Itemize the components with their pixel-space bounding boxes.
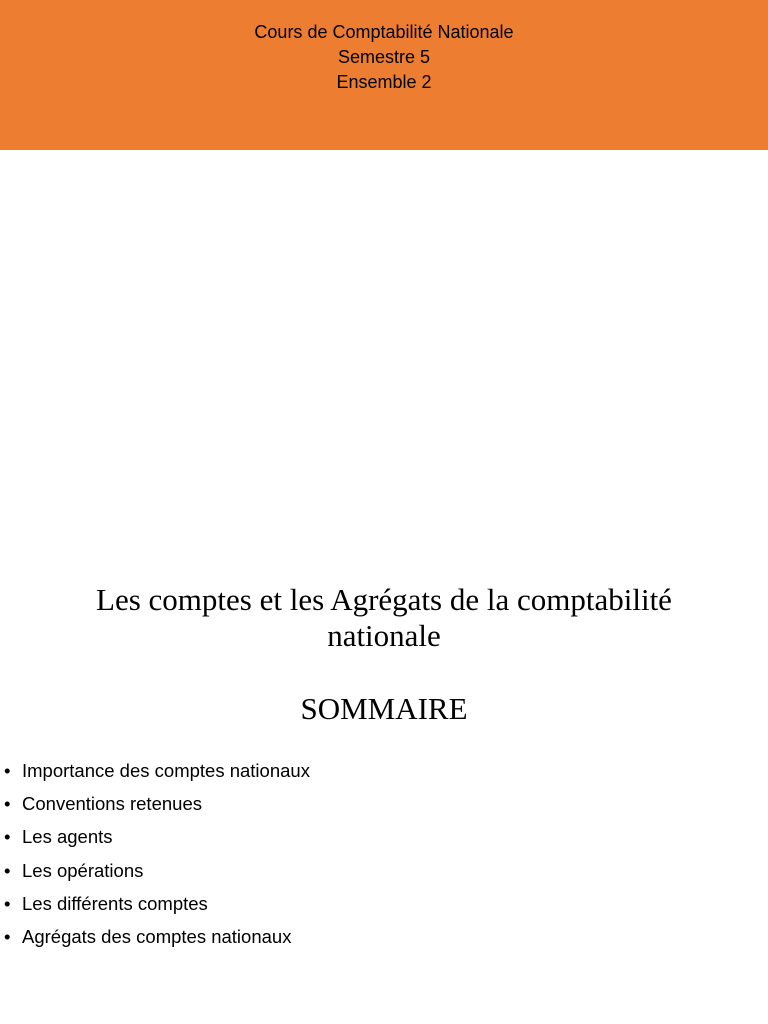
summary-list bbox=[4, 754, 704, 953]
list-item-text: Importance des comptes nationaux bbox=[22, 760, 310, 781]
bullet-icon: • bbox=[4, 760, 11, 781]
list-item bbox=[4, 787, 704, 820]
bullet-icon: • bbox=[4, 793, 11, 815]
bullet-icon: • bbox=[4, 925, 11, 947]
summary-heading: SOMMAIRE bbox=[300, 691, 468, 726]
document-title: Les comptes et les Agrégats de la comptabilité nationale bbox=[96, 582, 672, 653]
header-band bbox=[0, 0, 768, 150]
list-item bbox=[4, 820, 704, 853]
bullet-icon: • bbox=[4, 892, 11, 914]
list-item bbox=[4, 854, 704, 887]
list-item-text: Conventions retenues bbox=[22, 793, 202, 815]
list-item bbox=[4, 887, 704, 920]
course-header bbox=[0, 20, 768, 95]
course-name: Cours de Comptabilité Nationale bbox=[254, 22, 514, 42]
list-item bbox=[4, 920, 704, 953]
list-item-text: Les différents comptes bbox=[22, 892, 208, 914]
list-item bbox=[4, 754, 704, 787]
set-label: Ensemble 2 bbox=[336, 72, 432, 92]
semester-label: Semestre 5 bbox=[337, 47, 431, 67]
list-item-text: Les opérations bbox=[22, 859, 144, 881]
list-item-text: Les agents bbox=[22, 826, 113, 848]
list-item-text: Agrégats des comptes nationaux bbox=[22, 925, 292, 947]
bullet-icon: • bbox=[4, 859, 11, 881]
bullet-icon: • bbox=[4, 826, 11, 848]
